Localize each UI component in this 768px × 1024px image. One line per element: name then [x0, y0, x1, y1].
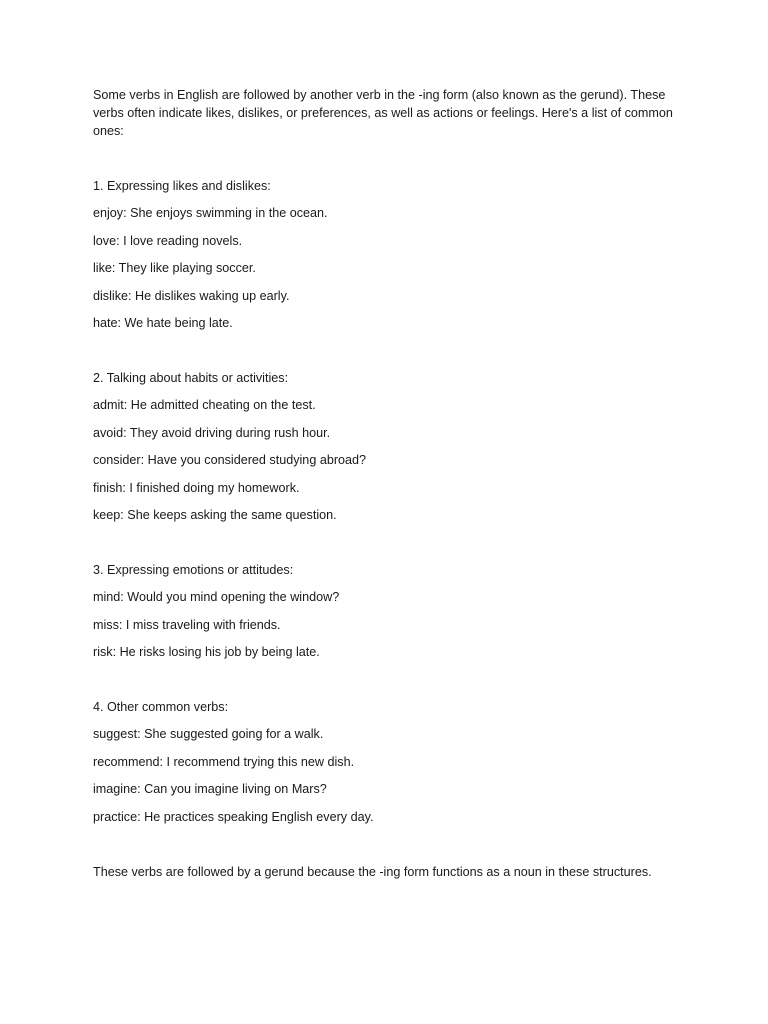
list-item: consider: Have you considered studying abroad?: [93, 453, 367, 468]
document-page: [93, 86, 683, 881]
list-item: admit: He admitted cheating on the test.: [93, 398, 316, 413]
list-item: miss: I miss traveling with friends.: [93, 617, 281, 632]
list-item: hate: We hate being late.: [93, 315, 233, 330]
list-item: enjoy: She enjoys swimming in the ocean.: [93, 206, 328, 221]
list-item: keep: She keeps asking the same question.: [93, 507, 337, 522]
section-heading: 2. Talking about habits or activities:: [93, 370, 289, 385]
list-item: practice: He practices speaking English every day.: [93, 809, 374, 824]
list-item: imagine: Can you imagine living on Mars?: [93, 782, 327, 797]
list-item: love: I love reading novels.: [93, 233, 243, 248]
section-heading: 3. Expressing emotions or attitudes:: [93, 562, 294, 577]
section-likes-dislikes: [93, 177, 683, 332]
list-item: avoid: They avoid driving during rush hour.: [93, 425, 331, 440]
section-heading: 4. Other common verbs:: [93, 700, 229, 715]
list-item: mind: Would you mind opening the window?: [93, 590, 340, 605]
section-other-verbs: [93, 698, 683, 826]
conclusion-paragraph: These verbs are followed by a gerund because the -ing form functions as a noun in these structures.: [93, 864, 652, 879]
section-heading: 1. Expressing likes and dislikes:: [93, 179, 271, 193]
list-item: recommend: I recommend trying this new dish.: [93, 754, 355, 769]
intro-paragraph: Some verbs in English are followed by another verb in the -ing form (also known as the gerund). These verbs often indicate likes, dislikes, or preferences, as well as actions or feelings. Here's a list of common ones:: [93, 88, 673, 138]
list-item: suggest: She suggested going for a walk.: [93, 727, 324, 742]
section-habits-activities: [93, 369, 683, 524]
list-item: finish: I finished doing my homework.: [93, 480, 300, 495]
list-item: risk: He risks losing his job by being late.: [93, 645, 320, 660]
section-emotions-attitudes: [93, 561, 683, 661]
list-item: dislike: He dislikes waking up early.: [93, 288, 290, 303]
list-item: like: They like playing soccer.: [93, 261, 256, 276]
